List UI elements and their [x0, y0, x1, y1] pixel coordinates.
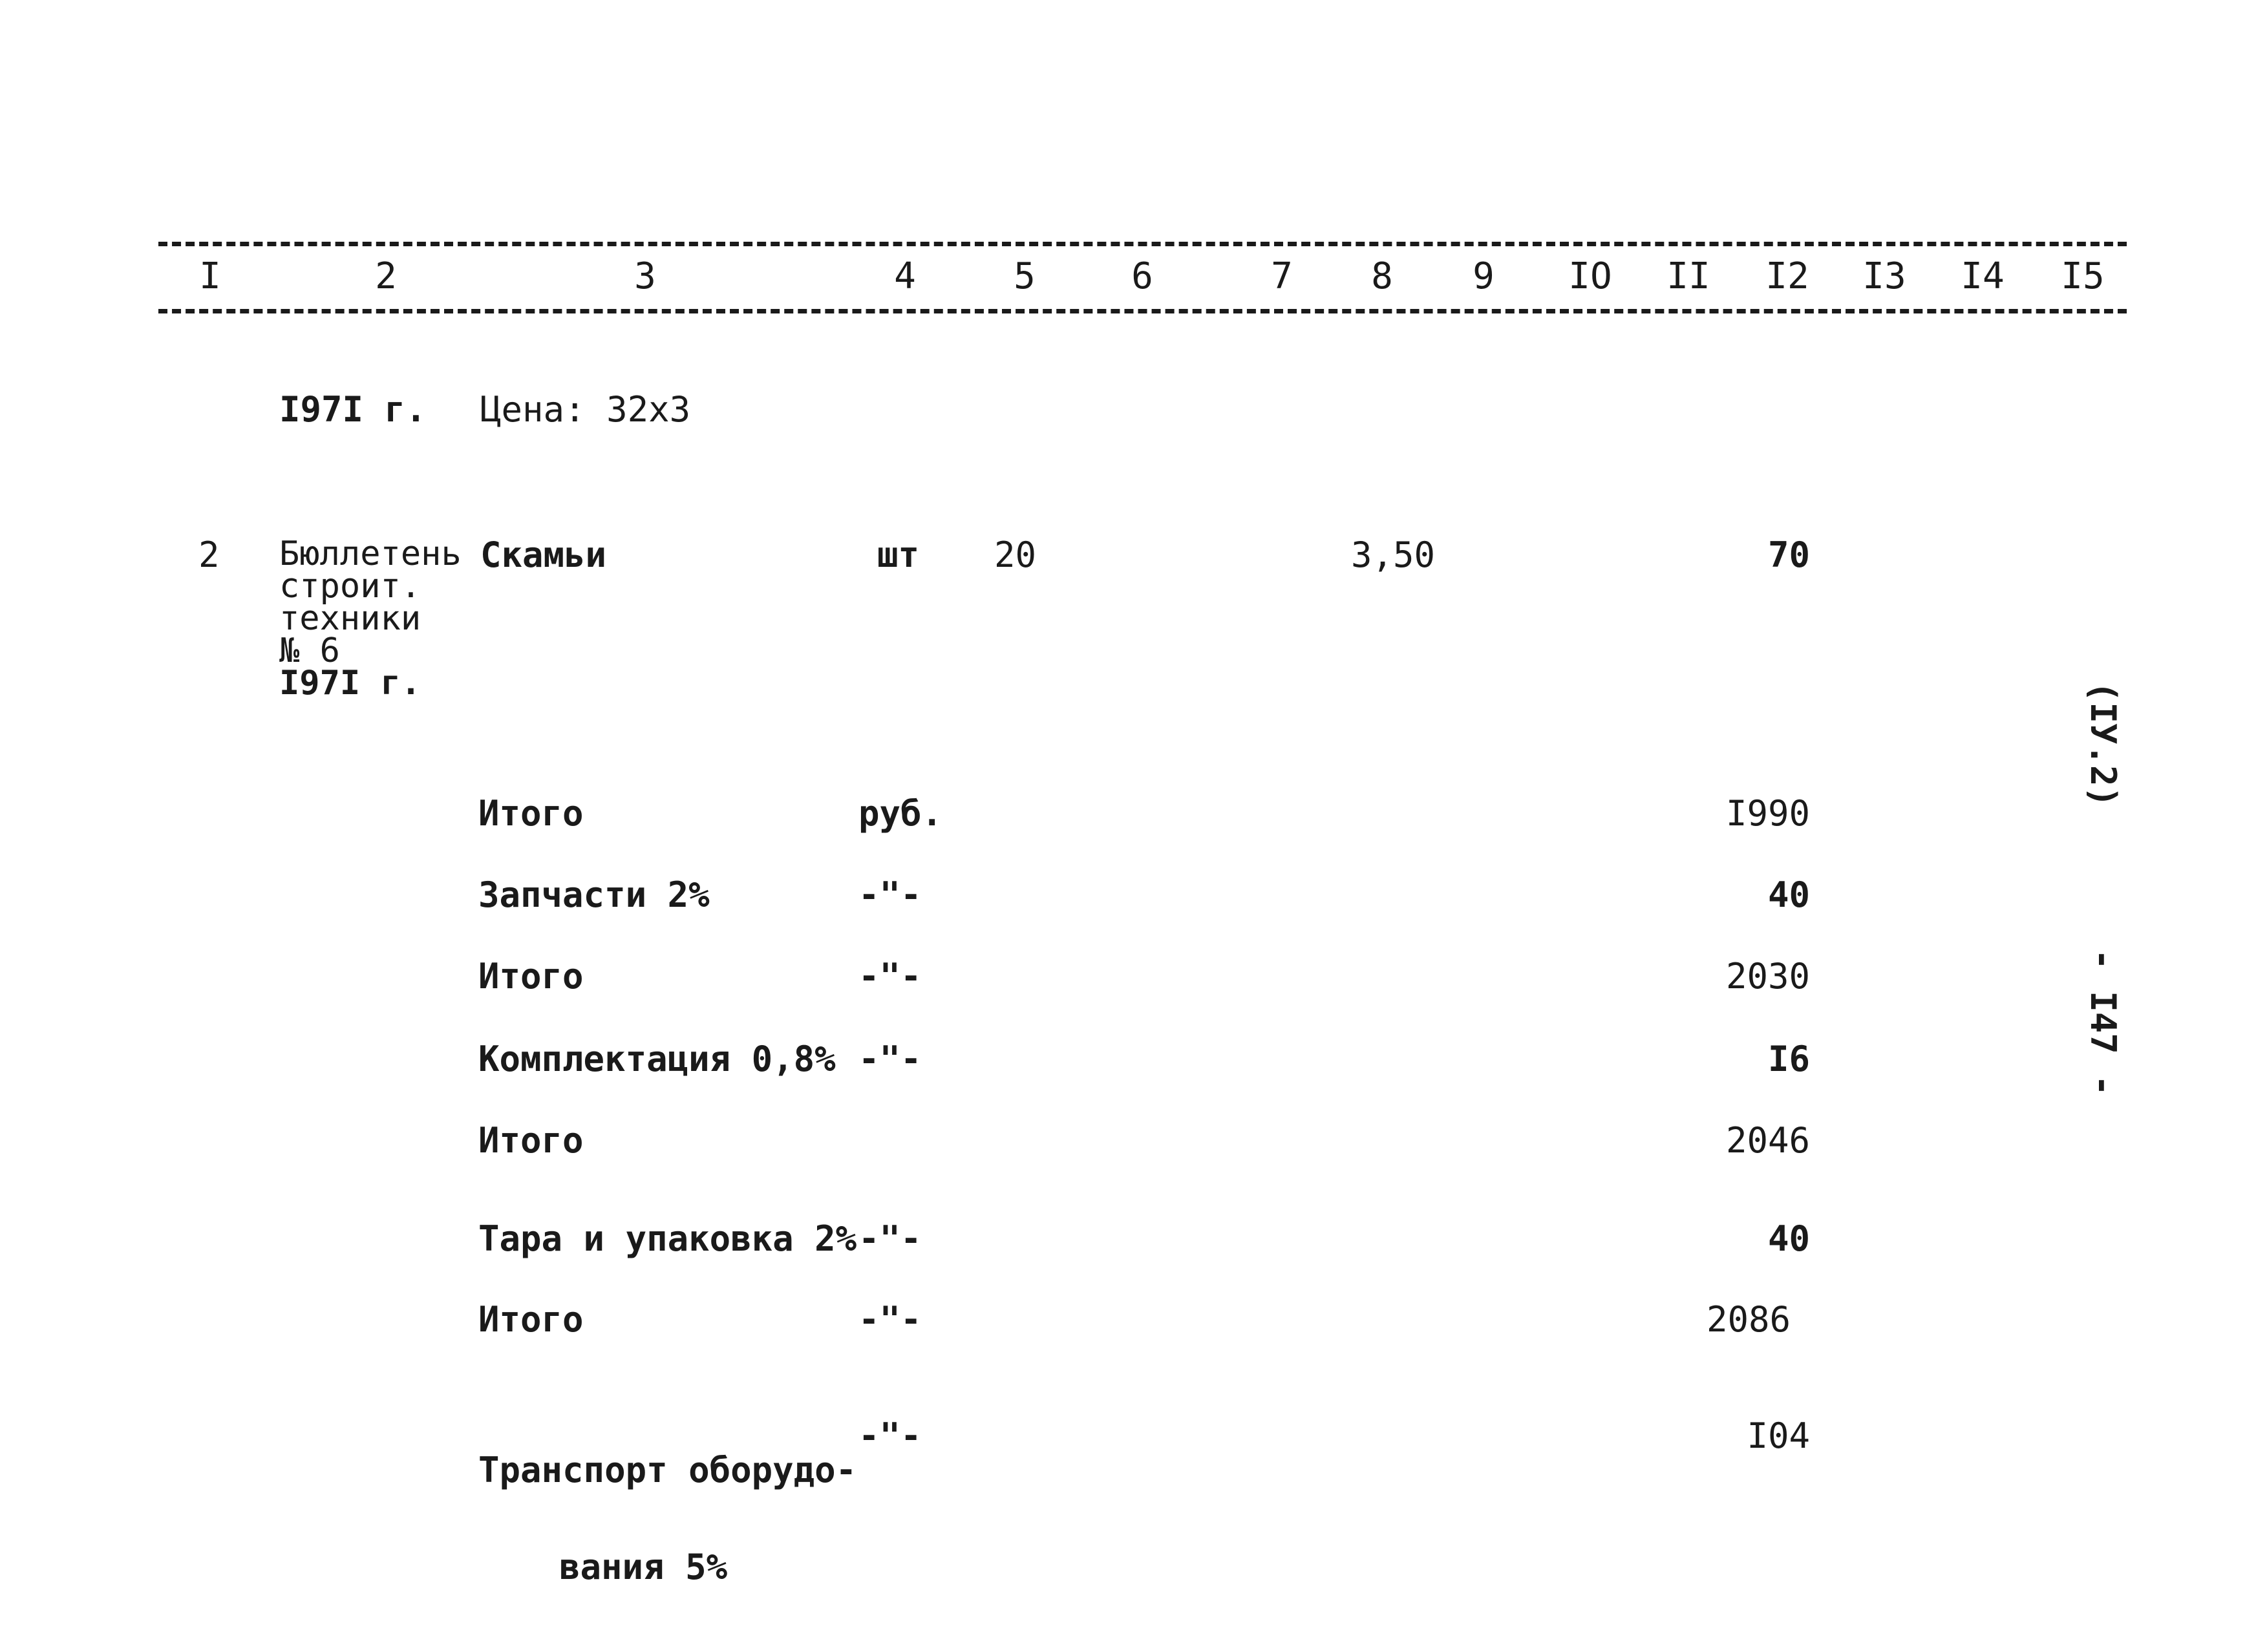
column-header: 3	[634, 255, 656, 297]
row2-source-line: Бюллетень	[279, 535, 462, 573]
row2-source-line: техники	[279, 599, 421, 638]
summary-unit: -"-	[858, 1299, 922, 1340]
summary-value: 2030	[1725, 956, 1810, 997]
row2-total: 70	[1767, 535, 1810, 575]
header-bottom-rule	[158, 309, 2127, 313]
summary-value: 2086	[1706, 1299, 1791, 1340]
column-header: 9	[1473, 255, 1495, 297]
summary-unit: -"-	[858, 874, 922, 915]
summary-value: I990	[1725, 793, 1810, 834]
column-header: 5	[1014, 255, 1036, 297]
summary-label: Запчасти 2%	[478, 874, 710, 915]
summary-label-line: Транспорт оборудо-	[478, 1450, 857, 1490]
row2-qty: 20	[994, 535, 1037, 575]
column-header: I	[199, 255, 221, 297]
summary-unit: -"-	[858, 1039, 922, 1079]
summary-label: Итого	[478, 1120, 584, 1161]
summary-label	[478, 1390, 857, 1648]
column-header: 4	[894, 255, 916, 297]
summary-label: Итого	[478, 1299, 584, 1340]
column-header: 8	[1371, 255, 1393, 297]
summary-label: Итого	[478, 793, 584, 834]
summary-label: Тара и упаковка 2%	[478, 1218, 857, 1259]
row2-source-line: № 6	[279, 631, 340, 670]
summary-value: 40	[1767, 874, 1810, 915]
column-header: II	[1666, 255, 1710, 297]
column-header: I3	[1862, 255, 1906, 297]
summary-unit: -"-	[858, 1218, 922, 1259]
summary-unit: руб.	[858, 793, 943, 834]
summary-unit: -"-	[858, 956, 922, 997]
row2-name: Скамьи	[480, 535, 607, 575]
row2-number: 2	[198, 535, 220, 575]
row2-source-line: строит.	[279, 567, 421, 606]
summary-label: Комплектация 0,8%	[478, 1039, 836, 1079]
column-header: 7	[1271, 255, 1293, 297]
row1-source: I97I г.	[279, 389, 427, 430]
column-header: I2	[1765, 255, 1809, 297]
summary-label: Итого	[478, 956, 584, 997]
summary-value: 40	[1767, 1218, 1810, 1259]
column-header: I5	[2061, 255, 2105, 297]
column-header: I4	[1961, 255, 2005, 297]
section-label: (IУ.2)	[2083, 681, 2123, 808]
row1-name: Цена: 32х3	[480, 389, 691, 430]
column-header: 2	[375, 255, 397, 297]
summary-value: I04	[1747, 1415, 1810, 1456]
summary-value: I6	[1767, 1039, 1810, 1079]
row2-price: 3,50	[1351, 535, 1436, 575]
summary-unit: -"-	[858, 1415, 922, 1456]
summary-label-line: вания 5%	[559, 1547, 728, 1587]
row2-unit: шт	[877, 535, 920, 575]
row2-source	[279, 535, 462, 703]
row2-source-line: I97I г.	[279, 664, 421, 703]
column-header: IO	[1568, 255, 1612, 297]
header-top-rule	[158, 242, 2127, 246]
summary-value: 2046	[1725, 1120, 1810, 1161]
page-number: - I47 -	[2083, 949, 2123, 1096]
column-header: 6	[1131, 255, 1153, 297]
